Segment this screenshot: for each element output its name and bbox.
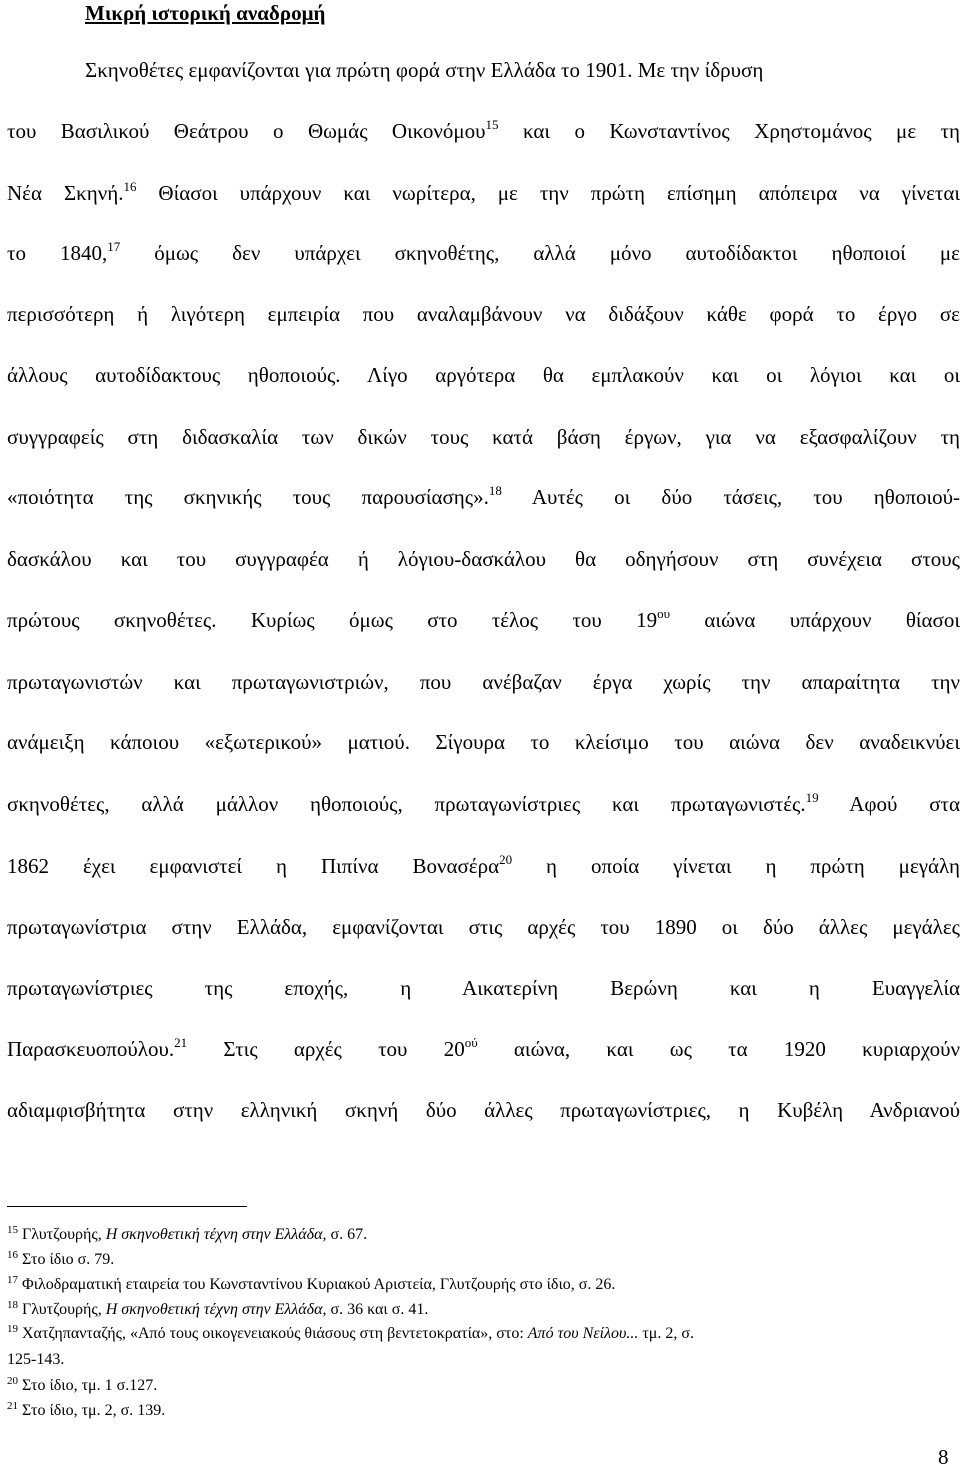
footnote: [7, 1300, 960, 1320]
footnote-text: τμ. 2, σ.: [638, 1325, 694, 1342]
text-line: [7, 546, 960, 572]
text-segment: Νέα Σκηνή.: [7, 181, 124, 205]
text-segment: πρωταγωνίστρια στην Ελλάδα, εμφανίζονται στις αρχές του 1890 οι δύο άλλες μεγάλες: [7, 915, 960, 939]
footnote-ref: 16: [123, 179, 137, 194]
footnote-text: 125-143.: [7, 1351, 65, 1368]
text-line: [7, 484, 960, 510]
text-segment: περισσότερη ή λιγότερη εμπειρία που αναλαμβάνουν να διδάξουν κάθε φορά το έργο σε: [7, 302, 960, 326]
text-segment: Παρασκευοπούλου.: [7, 1037, 175, 1061]
footnote-title: Η σκηνοθετική τέχνη στην Ελλάδα,: [105, 1226, 327, 1243]
text-segment: του Βασιλικού Θεάτρου ο Θωμάς Οικονόμου: [7, 119, 486, 143]
text-line: [7, 791, 960, 817]
footnote-number: 19: [7, 1323, 18, 1335]
text-segment: όμως δεν υπάρχει σκηνοθέτης, αλλά μόνο αυτοδίδακτοι ηθοποιοί με: [120, 241, 960, 265]
text-segment: αδιαμφισβήτητα στην ελληνική σκηνή δύο άλλες πρωταγωνίστριες, η Κυβέλη Ανδριανού: [7, 1098, 960, 1122]
section-heading: Μικρή ιστορική αναδρομή: [85, 1, 326, 25]
text-segment: και ο Κωνσταντίνος Χρηστομάνος με τη: [498, 119, 960, 143]
footnote-text: Γλυτζουρής,: [22, 1226, 106, 1243]
text-line: [7, 914, 960, 940]
footnote: [7, 1324, 960, 1344]
text-segment: δασκάλου και του συγγραφέα ή λόγιου-δασκάλου θα οδηγήσουν στη συνέχεια στους: [7, 547, 960, 571]
footnote-number: 18: [7, 1299, 18, 1311]
footnote-number: 20: [7, 1375, 18, 1387]
text-line: [7, 301, 960, 327]
text-line: [7, 1097, 960, 1123]
text-segment: συγγραφείς στη διδασκαλία των δικών τους κατά βάση έργων, για να εξασφαλίζουν τη: [7, 425, 960, 449]
text-segment: αιώνα υπάρχουν θίασοι: [670, 608, 960, 632]
footnote-text: σ. 67.: [326, 1226, 368, 1243]
footnote-text: Στο ίδιο, τμ. 2, σ. 139.: [22, 1402, 166, 1419]
footnote-number: 16: [7, 1249, 18, 1261]
footnote-ref: 15: [485, 117, 499, 132]
footnote-text: Στο ίδιο, τμ. 1 σ.127.: [22, 1377, 158, 1394]
text-segment: 1862 έχει εμφανιστεί η Πιπίνα Βονασέρα: [7, 854, 500, 878]
footnote-number: 15: [7, 1224, 18, 1236]
footnote-title: Η σκηνοθετική τέχνη στην Ελλάδα: [105, 1301, 323, 1318]
footnote: [7, 1376, 960, 1396]
footnote-text: , σ. 36 και σ. 41.: [322, 1301, 429, 1318]
text-line: [7, 424, 960, 450]
text-segment: σκηνοθέτες, αλλά μάλλον ηθοποιούς, πρωταγωνίστριες και πρωταγωνιστές.: [7, 792, 806, 816]
footnote-ref: 19: [805, 790, 819, 805]
text-segment: το 1840,: [7, 241, 108, 265]
text-line: [7, 180, 960, 206]
footnote-text: Στο ίδιο σ. 79.: [22, 1251, 115, 1268]
footnote: [7, 1275, 960, 1295]
footnote-title: Από του Νείλου...: [527, 1325, 639, 1342]
footnote-ref: 20: [499, 852, 513, 867]
footnote-ref: ου: [657, 606, 671, 621]
text-segment: αιώνα, και ως τα 1920 κυριαρχούν: [477, 1037, 960, 1061]
footnote: [7, 1350, 960, 1370]
text-segment: η οποία γίνεται η πρώτη μεγάλη: [512, 854, 960, 878]
text-line: [7, 1036, 960, 1062]
footnote: [7, 1250, 960, 1270]
text-line: [85, 57, 958, 83]
footnote-text: Χατζηπανταζής, «Από τους οικογενειακούς θιάσους στη βεντετοκρατία», στο:: [22, 1325, 528, 1342]
text-segment: άλλους αυτοδίδακτους ηθοποιούς. Λίγο αργότερα θα εμπλακούν και οι λόγιοι και οι: [7, 363, 960, 387]
text-segment: Αφού στα: [818, 792, 960, 816]
text-line: [7, 729, 960, 755]
text-line: [7, 975, 960, 1001]
text-line: [7, 669, 960, 695]
page-number: 8: [938, 1445, 949, 1469]
footnote-ref: 17: [107, 239, 121, 254]
text-segment: ανάμειξη κάποιου «εξωτερικού» ματιού. Σίγουρα το κλείσιμο του αιώνα δεν αναδεικνύει: [7, 730, 960, 754]
footnote: [7, 1225, 960, 1245]
footnote: [7, 1401, 960, 1421]
footnote-separator: [7, 1206, 247, 1207]
footnote-text: Φιλοδραματική εταιρεία του Κωνσταντίνου Κυριακού Αριστεία, Γλυτζουρής στο ίδιο, σ. 26.: [22, 1276, 616, 1293]
text-segment: Θίασοι υπάρχουν και νωρίτερα, με την πρώτη επίσημη απόπειρα να γίνεται: [136, 181, 960, 205]
text-line: [7, 853, 960, 879]
footnote-number: 21: [7, 1400, 18, 1412]
footnote-text: Γλυτζουρής,: [22, 1301, 106, 1318]
text-line: [7, 118, 960, 144]
text-segment: Στις αρχές του 20: [187, 1037, 465, 1061]
text-segment: πρωταγωνίστριες της εποχής, η Αικατερίνη Βερώνη και η Ευαγγελία: [7, 976, 960, 1000]
footnote-ref: ού: [464, 1035, 478, 1050]
footnote-ref: 21: [174, 1035, 188, 1050]
text-segment: Αυτές οι δύο τάσεις, του ηθοποιού-: [501, 485, 960, 509]
footnote-ref: 18: [488, 483, 502, 498]
text-segment: πρώτους σκηνοθέτες. Κυρίως όμως στο τέλος του 19: [7, 608, 658, 632]
text-line: [7, 362, 960, 388]
text-line: [7, 607, 960, 633]
text-segment: «ποιότητα της σκηνικής τους παρουσίασης».: [7, 485, 489, 509]
text-segment: Σκηνοθέτες εμφανίζονται για πρώτη φορά στην Ελλάδα το 1901. Με την ίδρυση: [85, 58, 764, 82]
footnote-number: 17: [7, 1274, 18, 1286]
text-line: [7, 240, 960, 266]
text-segment: πρωταγωνιστών και πρωταγωνιστριών, που ανέβαζαν έργα χωρίς την απαραίτητα την: [7, 670, 960, 694]
